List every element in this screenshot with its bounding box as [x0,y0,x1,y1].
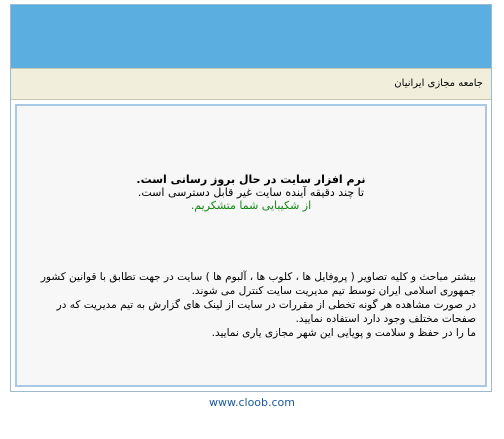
footer-site-link[interactable]: www.cloob.com [208,396,295,409]
maintenance-subline: تا چند دقیقه آینده سایت غیر قابل دسترسی است. [137,186,365,199]
header-banner [11,5,491,68]
title-bar [11,68,491,100]
page-frame [10,4,492,392]
maintenance-notice [17,173,485,212]
site-title: جامعه مجازی ایرانیان [394,78,483,89]
policy-paragraph: در صورت مشاهده هر گونه تخطی از مقررات در سایت از لینک های گزارش به تیم مدیریت که در صفحات مختلف وجود دارد استفاده نمایید. [56,299,476,325]
maintenance-panel [15,104,487,387]
policy-paragraph: بیشتر مباحث و کلیه تصاویر ( پروفایل ها ، کلوب ها ، آلبوم ها ) سایت در جهت تطابق با قوانین کشور جمهوری اسلامی ایران توسط تیم مدیریت سایت کنترل می شوند. [40,271,476,297]
policy-paragraph: ما را در حفظ و سلامت و پویایی این شهر مجازی یاری نمایید. [211,327,476,339]
policy-text [28,270,476,340]
maintenance-headline: نرم افزار سایت در حال بروز رسانی است. [136,173,366,186]
thanks-message: از شکیبایی شما متشکریم. [190,199,312,212]
